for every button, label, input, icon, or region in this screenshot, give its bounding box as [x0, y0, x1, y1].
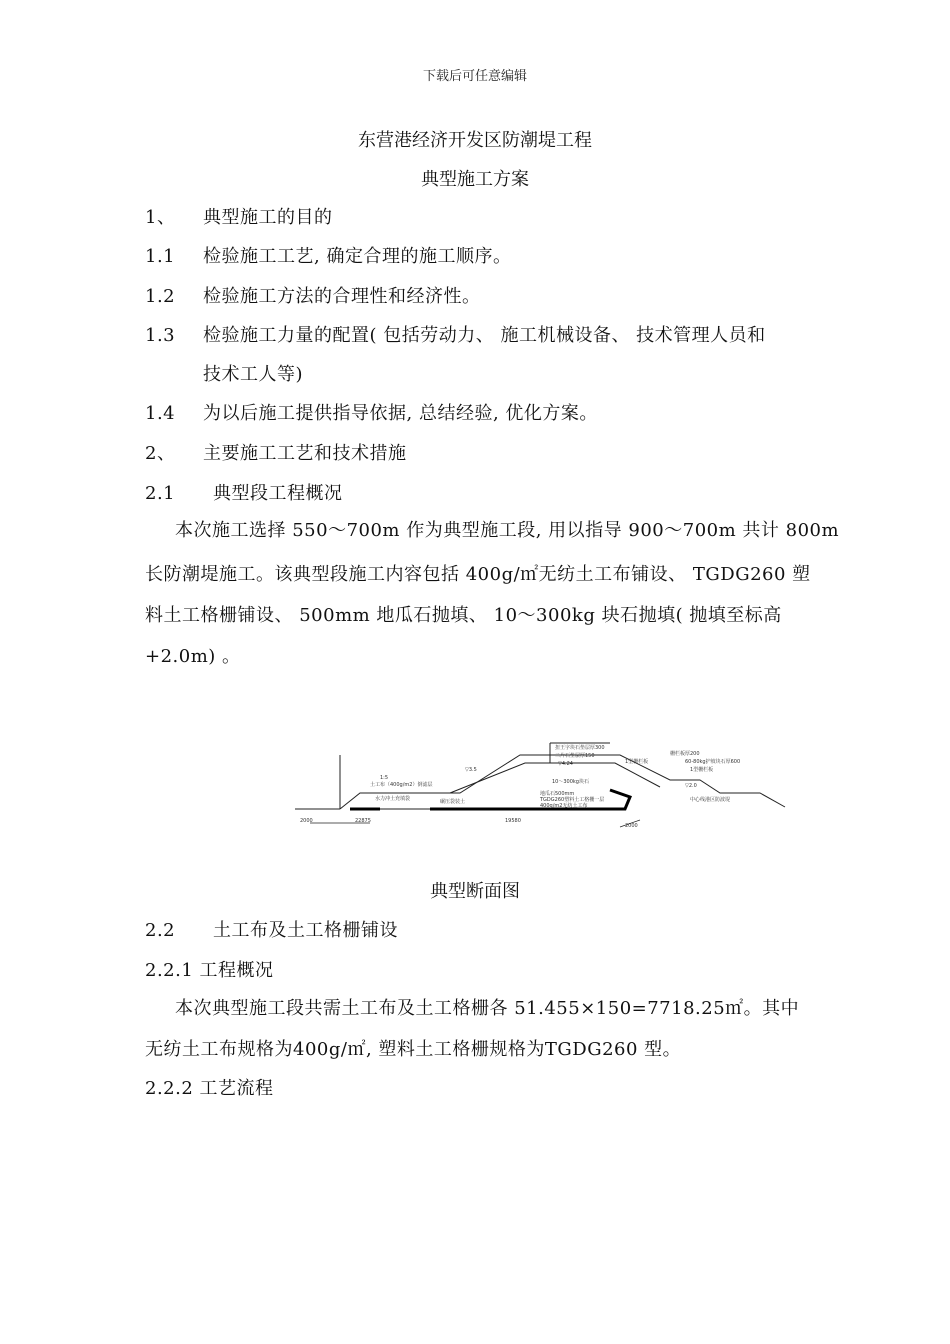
item-text: 检验施工力量的配置( 包括劳动力、 施工机械设备、 技术管理人员和	[203, 325, 766, 346]
drawing-label: TGDG260塑料土工格栅一层	[540, 797, 605, 803]
page-header: 下载后可任意编辑	[422, 69, 527, 84]
item-text: 检验施工方法的合理性和经济性。	[203, 286, 481, 307]
subsection-heading	[145, 956, 274, 982]
drawing-label: 10～300kg块石	[552, 779, 589, 785]
drawing-label: 400g/m2无纺土工布	[540, 803, 588, 809]
drawing-label: 二片石垫层厚150	[555, 753, 595, 759]
drawing-label: 1:5	[380, 775, 389, 781]
item-text: 工程概况	[199, 960, 274, 981]
drawing-label: 60-80kg护坡块石厚600	[685, 759, 741, 765]
item-number: 1.1	[145, 246, 176, 267]
core-profile	[450, 763, 660, 793]
section-number: 2、	[145, 443, 176, 464]
drawing-label: 土工布（400g/m2）倒滤层	[370, 782, 433, 788]
section-text: 主要施工工艺和技术措施	[203, 443, 407, 464]
right-slope	[730, 793, 785, 807]
list-item	[145, 321, 766, 347]
drawing-label: 1型栅栏板	[625, 759, 649, 765]
item-number: 1.2	[145, 286, 176, 307]
item-text: 典型段工程概况	[213, 483, 343, 504]
section-heading-2	[145, 439, 407, 465]
document-title: 东营港经济开发区防潮堤工程	[358, 130, 592, 151]
paragraph-line: 本次典型施工段共需土工布及土工格栅各 51.455×150=7718.25㎡。其中	[175, 998, 800, 1019]
item-number: 2.2	[145, 920, 176, 941]
drawing-label: 中心线港区防波堤	[690, 797, 731, 803]
list-item	[145, 399, 598, 425]
dimension-label: 2000	[300, 818, 313, 824]
section-number: 1、	[145, 207, 176, 228]
drawing-label: ▽2.0	[685, 783, 697, 789]
subsection-heading	[145, 479, 343, 505]
typical-section-drawing	[290, 735, 790, 830]
drawing-label: ▽3.5	[465, 767, 477, 773]
item-text: 工艺流程	[199, 1078, 274, 1099]
paragraph-line: 无纺土工布规格为400g/㎡, 塑料土工格栅规格为TGDG260 型。	[145, 1039, 682, 1060]
document-subtitle: 典型施工方案	[421, 169, 529, 190]
paragraph-line: 本次施工选择 550～700m 作为典型施工段, 用以指导 900～700m 共计 800m	[175, 520, 840, 541]
item-number: 1.3	[145, 325, 176, 346]
item-text: 检验施工工艺, 确定合理的施工顺序。	[203, 246, 512, 267]
dimension-label: 22875	[355, 818, 371, 824]
drawing-label: 栅栏板厚200	[670, 751, 700, 757]
item-number: 2.1	[145, 483, 176, 504]
list-item	[145, 242, 511, 268]
figure-caption: 典型断面图	[430, 881, 520, 902]
dimension-label: 19580	[505, 818, 521, 824]
paragraph-line: 长防潮堤施工。该典型段施工内容包括 400g/㎡无纺土工布铺设、 TGDG260 塑	[145, 564, 811, 585]
drawing-label: 1型栅栏板	[690, 767, 714, 773]
drawing-label: 扭王字块石垫层厚300	[555, 745, 605, 751]
drawing-label: 水力冲土充填袋	[375, 796, 411, 802]
paragraph-line: 料土工格栅铺设、 500mm 地瓜石抛填、 10～300kg 块石抛填( 抛填至标高	[145, 605, 782, 626]
item-number: 2.2.2	[145, 1078, 194, 1099]
subsection-heading	[145, 916, 398, 942]
section-text: 典型施工的目的	[203, 207, 333, 228]
drawing-label: ▽4.24	[558, 761, 573, 767]
paragraph-line: +2.0m) 。	[145, 646, 241, 667]
drawing-label: 地瓜石500mm	[540, 791, 575, 797]
item-text: 土工布及土工格栅铺设	[213, 920, 398, 941]
item-text: 为以后施工提供指导依据, 总结经验, 优化方案。	[203, 403, 598, 424]
section-heading-1	[145, 203, 333, 229]
list-item-continuation: 技术工人等)	[203, 364, 304, 385]
drawing-label: 碾压袋装土	[440, 799, 466, 805]
item-number: 1.4	[145, 403, 176, 424]
item-number: 2.2.1	[145, 960, 194, 981]
list-item	[145, 282, 481, 308]
subsection-heading	[145, 1074, 274, 1100]
dimension-label: 2000	[625, 823, 638, 829]
